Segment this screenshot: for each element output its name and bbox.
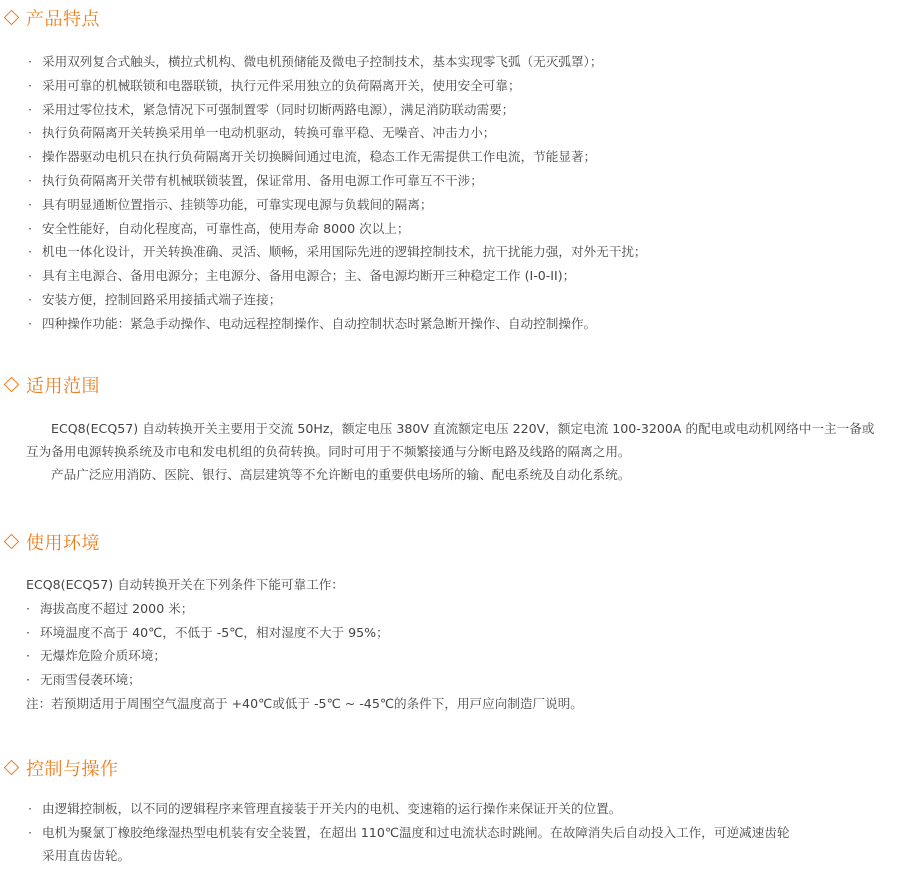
- scope-paragraph-1: ECQ8(ECQ57) 自动转换开关主要用于交流 50Hz，额定电压 380V 直流额定电压 220V，额定电流 100-3200A 的配电或电动机网络中一主一备或互为备用电源转换系统及市电和发电机组的负荷转换。同时可用于不频繁接通与分断电路及线路的隔离之用。: [26, 421, 875, 460]
- features-heading: [2, 7, 900, 33]
- list-item: · 电机为聚氯丁橡胶绝缘湿热型电机装有安全装置，在超出 110℃温度和过电流状态时跳闸。在故障消失后自动投入工作，可逆减速齿轮 采用直齿齿轮。: [28, 824, 790, 864]
- list-item: · 执行负荷隔离开关带有机械联锁装置，保证常用、备用电源工作可靠互不干涉；: [28, 172, 483, 188]
- list-item: · 操作器驱动电机只在执行负荷隔离开关切换瞬间通过电流，稳态工作无需提供工作电流，节能显著；: [28, 149, 597, 165]
- diamond-icon: [4, 534, 20, 550]
- list-item: · 具有主电源合、备用电源分；主电源分、备用电源合；主、备电源均断开三种稳定工作 (I-0-II)；: [28, 268, 576, 284]
- diamond-icon: [4, 10, 20, 26]
- scope-section: [0, 374, 900, 487]
- diamond-icon: [4, 377, 20, 393]
- list-item: · 执行负荷隔离开关转换采用单一电动机驱动，转换可靠平稳、无噪音、冲击力小；: [28, 125, 496, 141]
- environment-list: [0, 597, 900, 692]
- scope-title: 适用范围: [26, 376, 100, 397]
- control-title: 控制与操作: [26, 759, 119, 780]
- list-item: · 采用可靠的机械联锁和电器联锁，执行元件采用独立的负荷隔离开关，使用安全可靠；: [28, 77, 521, 93]
- control-section: [0, 757, 900, 868]
- features-list: [0, 50, 900, 336]
- environment-title: 使用环境: [26, 533, 100, 554]
- list-item: · 安全性能好，自动化程度高，可靠性高，使用寿命 8000 次以上；: [28, 220, 410, 236]
- scope-heading: [2, 374, 900, 400]
- list-item: · 海拔高度不超过 2000 米；: [26, 600, 194, 616]
- list-item: · 安装方便，控制回路采用接插式端子连接；: [28, 291, 282, 307]
- list-item: · 由逻辑控制板，以不同的逻辑程序来管理直接装于开关内的电机、变速箱的运行操作来保证开关的位置。: [28, 801, 622, 816]
- list-item: · 环境温度不高于 40℃，不低于 -5℃，相对湿度不大于 95%；: [26, 624, 389, 640]
- list-item: · 无雨雪侵袭环境；: [26, 672, 141, 688]
- control-heading: [2, 757, 900, 783]
- list-item: · 采用过零位技术，紧急情况下可强制置零（同时切断两路电源），满足消防联动需要；: [28, 101, 515, 117]
- environment-intro: ECQ8(ECQ57) 自动转换开关在下列条件下能可靠工作：: [26, 577, 344, 592]
- environment-note: 注：若预期适用于周围空气温度高于 +40℃或低于 -5℃ ~ -45℃的条件下，用戸应向制造厂说明。: [26, 695, 583, 711]
- features-title: 产品特点: [26, 9, 100, 30]
- list-item: · 无爆炸危险介质环境；: [26, 648, 166, 664]
- list-item: · 具有明显通断位置指示、挂锁等功能，可靠实现电源与负载间的隔离；: [28, 196, 433, 212]
- scope-paragraph-2: 产品广泛应用消防、医院、银行、高层建筑等不允许断电的重要供电场所的输、配电系统及自动化系统。: [51, 467, 631, 483]
- features-section: [0, 7, 900, 336]
- list-item: · 采用双列复合式触头，横拉式机构、微电机预储能及微电子控制技术，基本实现零飞弧（无灭弧罩）；: [28, 54, 603, 69]
- environment-section: [0, 531, 900, 716]
- environment-heading: [2, 531, 900, 557]
- list-item: · 四种操作功能：紧急手动操作、电动远程控制操作、自动控制状态时紧急断开操作、自动控制操作。: [28, 315, 597, 331]
- list-item: · 机电一体化设计，开关转换准确、灵活、顺畅，采用国际先进的逻辑控制技术，抗干扰能力强，对外无干扰；: [28, 244, 647, 260]
- diamond-icon: [4, 760, 20, 776]
